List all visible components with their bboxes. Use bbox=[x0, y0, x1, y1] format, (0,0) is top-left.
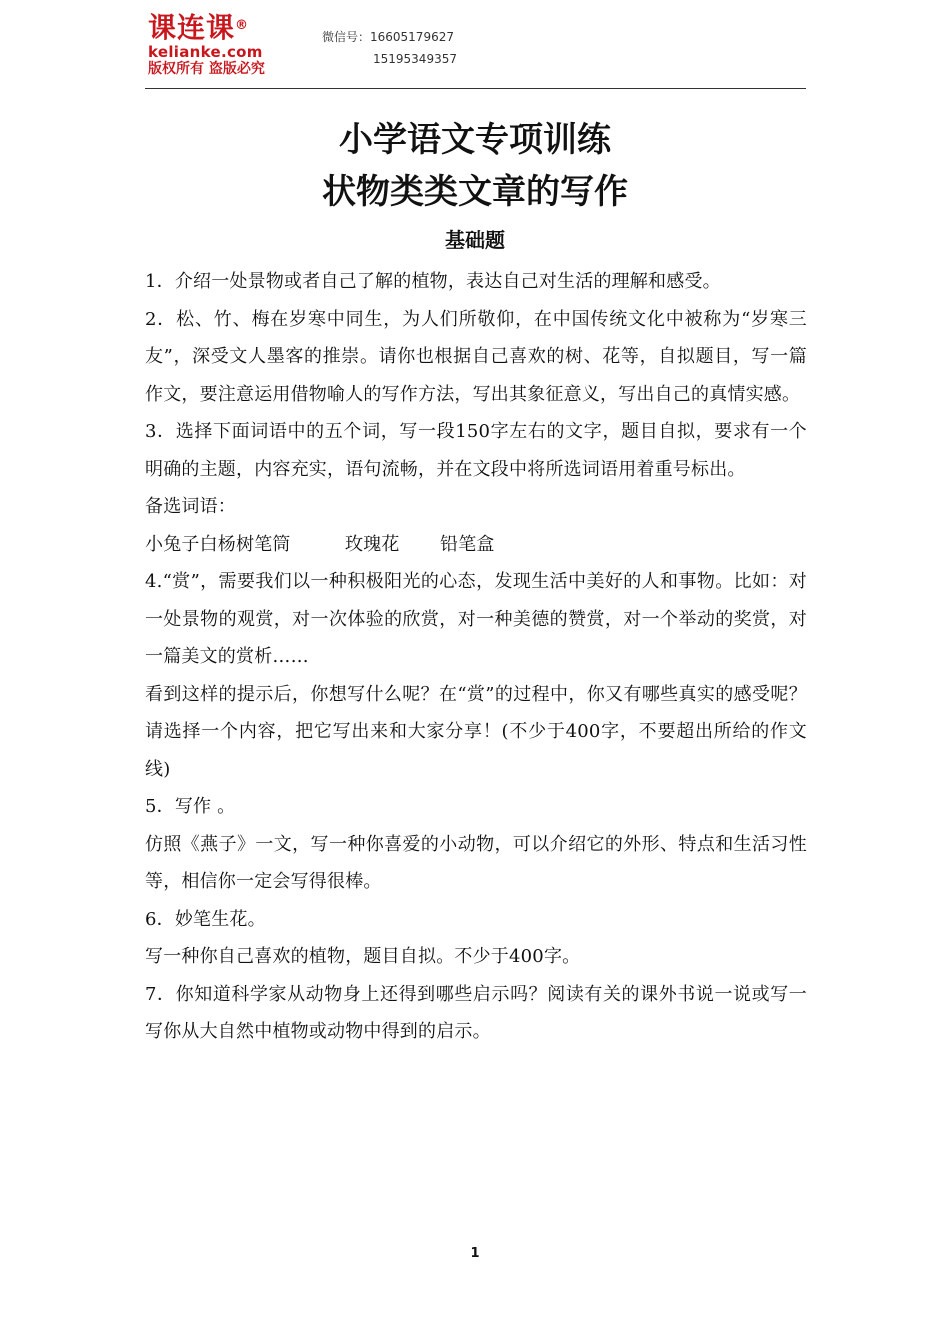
word-choice: 铅笔盒 bbox=[440, 533, 495, 555]
question-6: 6．妙笔生花。 bbox=[145, 908, 266, 930]
contact-info bbox=[322, 26, 457, 70]
header-divider bbox=[145, 88, 806, 89]
word-choice: 小兔子白杨树笔筒 bbox=[145, 533, 291, 555]
question-5: 5．写作 。 bbox=[145, 796, 236, 817]
question-7: 7．你知道科学家从动物身上还得到哪些启示吗？阅读有关的课外书说一说或写一写你从大自然中植物或动物中得到的启示。 bbox=[145, 983, 807, 1042]
document-body bbox=[145, 263, 807, 1051]
registered-mark: ® bbox=[235, 18, 250, 33]
wechat-line-2: 15195349357 bbox=[373, 52, 457, 66]
question-5-prompt: 仿照《燕子》一文，写一种你喜爱的小动物，可以介绍它的外形、特点和生活习性等，相信你一定会写得很棒。 bbox=[145, 833, 807, 892]
kelianke-logo bbox=[148, 12, 278, 77]
question-2: 2．松、竹、梅在岁寒中同生，为人们所敬仰，在中国传统文化中被称为“岁寒三友”，深受文人墨客的推崇。请你也根据自己喜欢的树、花等，自拟题目，写一篇作文，要注意运用借物喻人的写作方法，写出其象征意义，写出自己的真情实感。 bbox=[145, 308, 807, 405]
word-choices bbox=[145, 526, 807, 564]
question-1: 1．介绍一处景物或者自己了解的植物，表达自己对生活的理解和感受。 bbox=[145, 271, 721, 292]
wechat-line: 微信号：16605179627 bbox=[322, 30, 454, 44]
section-heading: 基础题 bbox=[445, 228, 505, 252]
logo-url: kelianke.com bbox=[148, 43, 263, 61]
question-4-prompt: 看到这样的提示后，你想写什么呢？在“赏”的过程中，你又有哪些真实的感受呢？请选择一个内容，把它写出来和大家分享！(不少于400字，不要超出所给的作文线) bbox=[145, 683, 807, 780]
logo-copyright: 版权所有 盗版必究 bbox=[148, 61, 265, 77]
question-3: 3．选择下面词语中的五个词，写一段150字左右的文字，题目自拟，要求有一个明确的主题，内容充实，语句流畅，并在文段中将所选词语用着重号标出。 bbox=[145, 421, 807, 480]
logo-name: 课连课 bbox=[148, 11, 236, 44]
document-title-line-1: 小学语文专项训练 bbox=[339, 120, 611, 160]
word-choices-label: 备选词语： bbox=[145, 496, 236, 517]
page-number: 1 bbox=[470, 1246, 480, 1261]
question-6-prompt: 写一种你自己喜欢的植物，题目自拟。不少于400字。 bbox=[145, 946, 581, 967]
question-4: 4.“赏”，需要我们以一种积极阳光的心态，发现生活中美好的人和事物。比如：对一处景物的观赏，对一次体验的欣赏，对一种美德的赞赏，对一个举动的奖赏，对一篇美文的赏析…… bbox=[145, 571, 807, 667]
document-title-line-2: 状物类类文章的写作 bbox=[322, 172, 628, 212]
word-choice: 玫瑰花 bbox=[345, 533, 400, 555]
page-header bbox=[0, 0, 950, 90]
